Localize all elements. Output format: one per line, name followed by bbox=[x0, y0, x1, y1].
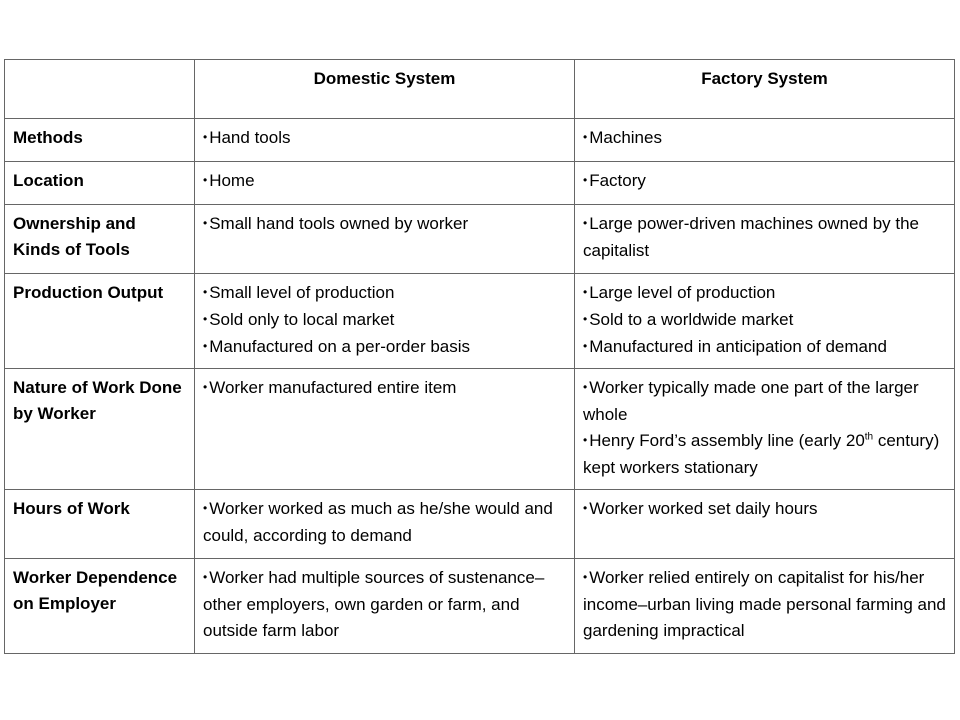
row-label-worker-dependence: Worker Dependence on Employer bbox=[5, 559, 195, 654]
ford-text-after: century) kept workers stationary bbox=[583, 431, 940, 477]
bullet-item: • Worker manufactured entire item bbox=[203, 375, 566, 402]
table-row bbox=[5, 205, 955, 274]
cell-domestic-methods bbox=[195, 119, 575, 162]
bullet-item: • Large power-driven machines owned by the capitalist bbox=[583, 211, 946, 264]
row-label-nature-of-work: Nature of Work Done by Worker bbox=[5, 369, 195, 490]
cell-domestic-hours bbox=[195, 490, 575, 559]
ordinal-suffix: th bbox=[864, 431, 874, 443]
cell-factory-nature bbox=[575, 369, 955, 490]
cell-factory-location bbox=[575, 162, 955, 205]
bullet-item: • Worker worked set daily hours bbox=[583, 496, 946, 523]
cell-domestic-production bbox=[195, 274, 575, 369]
cell-domestic-dependence bbox=[195, 559, 575, 654]
cell-factory-production bbox=[575, 274, 955, 369]
bullet-item: • Sold only to local market bbox=[203, 307, 566, 334]
ford-text-before: Henry Ford’s assembly line (early 20 bbox=[589, 431, 865, 450]
bullet-item: • Manufactured in anticipation of demand bbox=[583, 334, 946, 361]
row-label-location: Location bbox=[5, 162, 195, 205]
row-label-hours-of-work: Hours of Work bbox=[5, 490, 195, 559]
cell-factory-methods bbox=[575, 119, 955, 162]
bullet-item: • Worker relied entirely on capitalist for his/her income–urban living made personal farming and gardening impractical bbox=[583, 565, 946, 644]
bullet-item: • Worker worked as much as he/she would and could, according to demand bbox=[203, 496, 566, 549]
header-blank-cell bbox=[5, 60, 195, 119]
header-factory-system: Factory System bbox=[575, 60, 955, 119]
header-row bbox=[5, 60, 955, 119]
bullet-item: • Small level of production bbox=[203, 280, 566, 307]
bullet-item: • Small hand tools owned by worker bbox=[203, 211, 566, 238]
bullet-item: • Home bbox=[203, 168, 566, 195]
bullet-item: • Manufactured on a per-order basis bbox=[203, 334, 566, 361]
bullet-item: • Factory bbox=[583, 168, 946, 195]
bullet-item: • Sold to a worldwide market bbox=[583, 307, 946, 334]
cell-factory-dependence bbox=[575, 559, 955, 654]
table-row bbox=[5, 119, 955, 162]
table-row bbox=[5, 559, 955, 654]
header-domestic-system: Domestic System bbox=[195, 60, 575, 119]
cell-factory-ownership bbox=[575, 205, 955, 274]
table-row bbox=[5, 274, 955, 369]
cell-domestic-location bbox=[195, 162, 575, 205]
bullet-item: • Worker had multiple sources of sustenance–other employers, own garden or farm, and outside farm labor bbox=[203, 565, 566, 644]
cell-domestic-ownership bbox=[195, 205, 575, 274]
row-label-methods: Methods bbox=[5, 119, 195, 162]
bullet-item-henry-ford bbox=[583, 428, 946, 481]
bullet-item: • Machines bbox=[583, 125, 946, 152]
bullet-item: • Large level of production bbox=[583, 280, 946, 307]
bullet-item: • Hand tools bbox=[203, 125, 566, 152]
bullet-item: • Worker typically made one part of the larger whole bbox=[583, 375, 946, 428]
table-row bbox=[5, 490, 955, 559]
row-label-production-output: Production Output bbox=[5, 274, 195, 369]
comparison-table bbox=[4, 59, 955, 654]
row-label-ownership: Ownership and Kinds of Tools bbox=[5, 205, 195, 274]
table-row bbox=[5, 162, 955, 205]
table-row bbox=[5, 369, 955, 490]
cell-factory-hours bbox=[575, 490, 955, 559]
cell-domestic-nature bbox=[195, 369, 575, 490]
